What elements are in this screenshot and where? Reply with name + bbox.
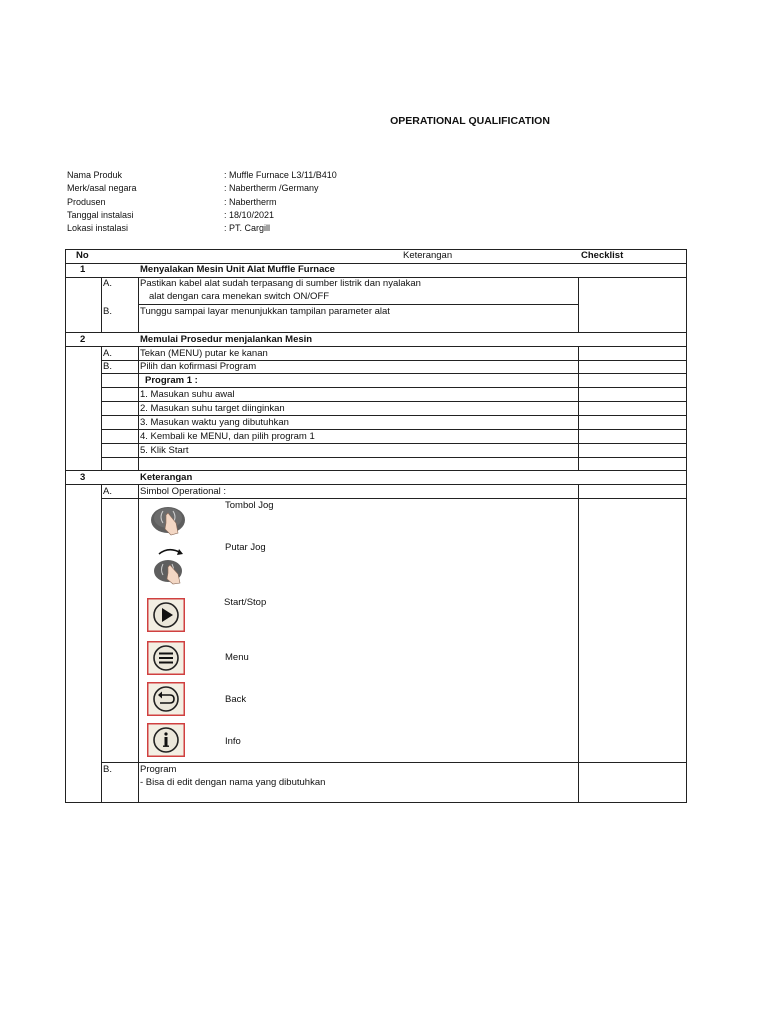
section2-title: Memulai Prosedur menjalankan Mesin (140, 334, 313, 345)
section1-b-letter: B. (103, 306, 112, 317)
program-step: 5. Klik Start (140, 445, 189, 456)
col-divider (101, 277, 102, 332)
info-value-produsen: : Nabertherm (224, 196, 277, 207)
section2-a-letter: A. (103, 348, 112, 359)
col-divider (138, 484, 139, 802)
symbol-label-putar-jog: Putar Jog (225, 542, 266, 553)
info-value-merk: : Nabertherm /Germany (224, 183, 319, 194)
section1-title: Menyalakan Mesin Unit Alat Muffle Furnace (140, 264, 335, 275)
program-title: Program 1 : (145, 375, 198, 386)
row-divider (101, 429, 687, 430)
tombol-jog-icon (149, 503, 187, 537)
putar-jog-icon (151, 545, 189, 585)
row-divider (101, 762, 687, 763)
info-value-lokasi: : PT. Cargill (224, 223, 271, 234)
symbol-label-back: Back (225, 694, 247, 705)
section1-a-letter: A. (103, 278, 112, 289)
col-divider (138, 346, 139, 470)
row-divider (101, 415, 687, 416)
row-divider (101, 387, 687, 388)
info-label-merk: Merk/asal negara (67, 183, 137, 194)
row-divider (138, 304, 578, 305)
section2-a-text: Tekan (MENU) putar ke kanan (140, 348, 268, 359)
symbol-label-info: Info (225, 736, 241, 747)
section3-b-title: Program (140, 764, 177, 775)
col-divider (578, 277, 579, 332)
header-keterangan: Keterangan (403, 250, 453, 261)
row-divider (65, 470, 687, 471)
row-divider (101, 401, 687, 402)
section1-b-text: Tunggu sampai layar menunjukkan tampilan parameter alat (140, 306, 390, 317)
info-label-lokasi: Lokasi instalasi (67, 223, 129, 234)
row-divider (101, 457, 687, 458)
back-icon (147, 682, 185, 716)
row-divider (101, 373, 687, 374)
section3-a-letter: A. (103, 486, 112, 497)
section3-b-text: - Bisa di edit dengan nama yang dibutuhkan (140, 777, 326, 788)
header-checklist: Checklist (581, 250, 624, 261)
col-divider (101, 484, 102, 802)
row-divider (101, 498, 687, 499)
section1-number: 1 (80, 264, 86, 275)
symbol-label-tombol-jog: Tombol Jog (225, 500, 274, 511)
info-label-tanggal: Tanggal instalasi (67, 209, 134, 220)
info-label-produk: Nama Produk (67, 170, 123, 180)
program-step: 3. Masukan waktu yang dibutuhkan (140, 417, 289, 428)
info-label-produsen: Produsen (67, 196, 106, 207)
section3-a-text: Simbol Operational : (140, 486, 227, 497)
program-step: 1. Masukan suhu awal (140, 389, 235, 400)
info-labels (67, 169, 137, 235)
symbol-label-start-stop: Start/Stop (224, 597, 267, 608)
col-divider (101, 346, 102, 470)
header-no: No (76, 250, 89, 261)
section1-a-line2: alat dengan cara menekan switch ON/OFF (149, 291, 330, 302)
document-title: OPERATIONAL QUALIFICATION (390, 115, 550, 127)
row-divider (65, 484, 687, 485)
info-value-tanggal: : 18/10/2021 (224, 209, 275, 220)
section2-b-text: Pilih dan kofirmasi Program (140, 361, 257, 372)
menu-icon (147, 641, 185, 675)
section3-title: Keterangan (140, 472, 193, 483)
row-divider (65, 332, 687, 333)
section2-b-letter: B. (103, 361, 112, 372)
section3-b-letter: B. (103, 764, 112, 775)
info-icon (147, 723, 185, 757)
program-step: 2. Masukan suhu target diinginkan (140, 403, 285, 414)
section2-number: 2 (80, 334, 86, 345)
col-divider (578, 346, 579, 470)
row-divider (65, 346, 687, 347)
table-border-bottom (65, 802, 687, 803)
start-stop-icon (147, 598, 185, 632)
program-step: 4. Kembali ke MENU, dan pilih program 1 (140, 431, 315, 442)
row-divider (101, 443, 687, 444)
section1-a-line1: Pastikan kabel alat sudah terpasang di sumber listrik dan nyalakan (140, 278, 421, 289)
info-values (224, 169, 337, 235)
symbol-label-menu: Menu (225, 652, 249, 663)
section3-number: 3 (80, 472, 86, 483)
col-divider (138, 277, 139, 332)
col-divider (578, 484, 579, 802)
info-value-produk: : Muffle Furnace L3/11/B410 (224, 170, 337, 180)
